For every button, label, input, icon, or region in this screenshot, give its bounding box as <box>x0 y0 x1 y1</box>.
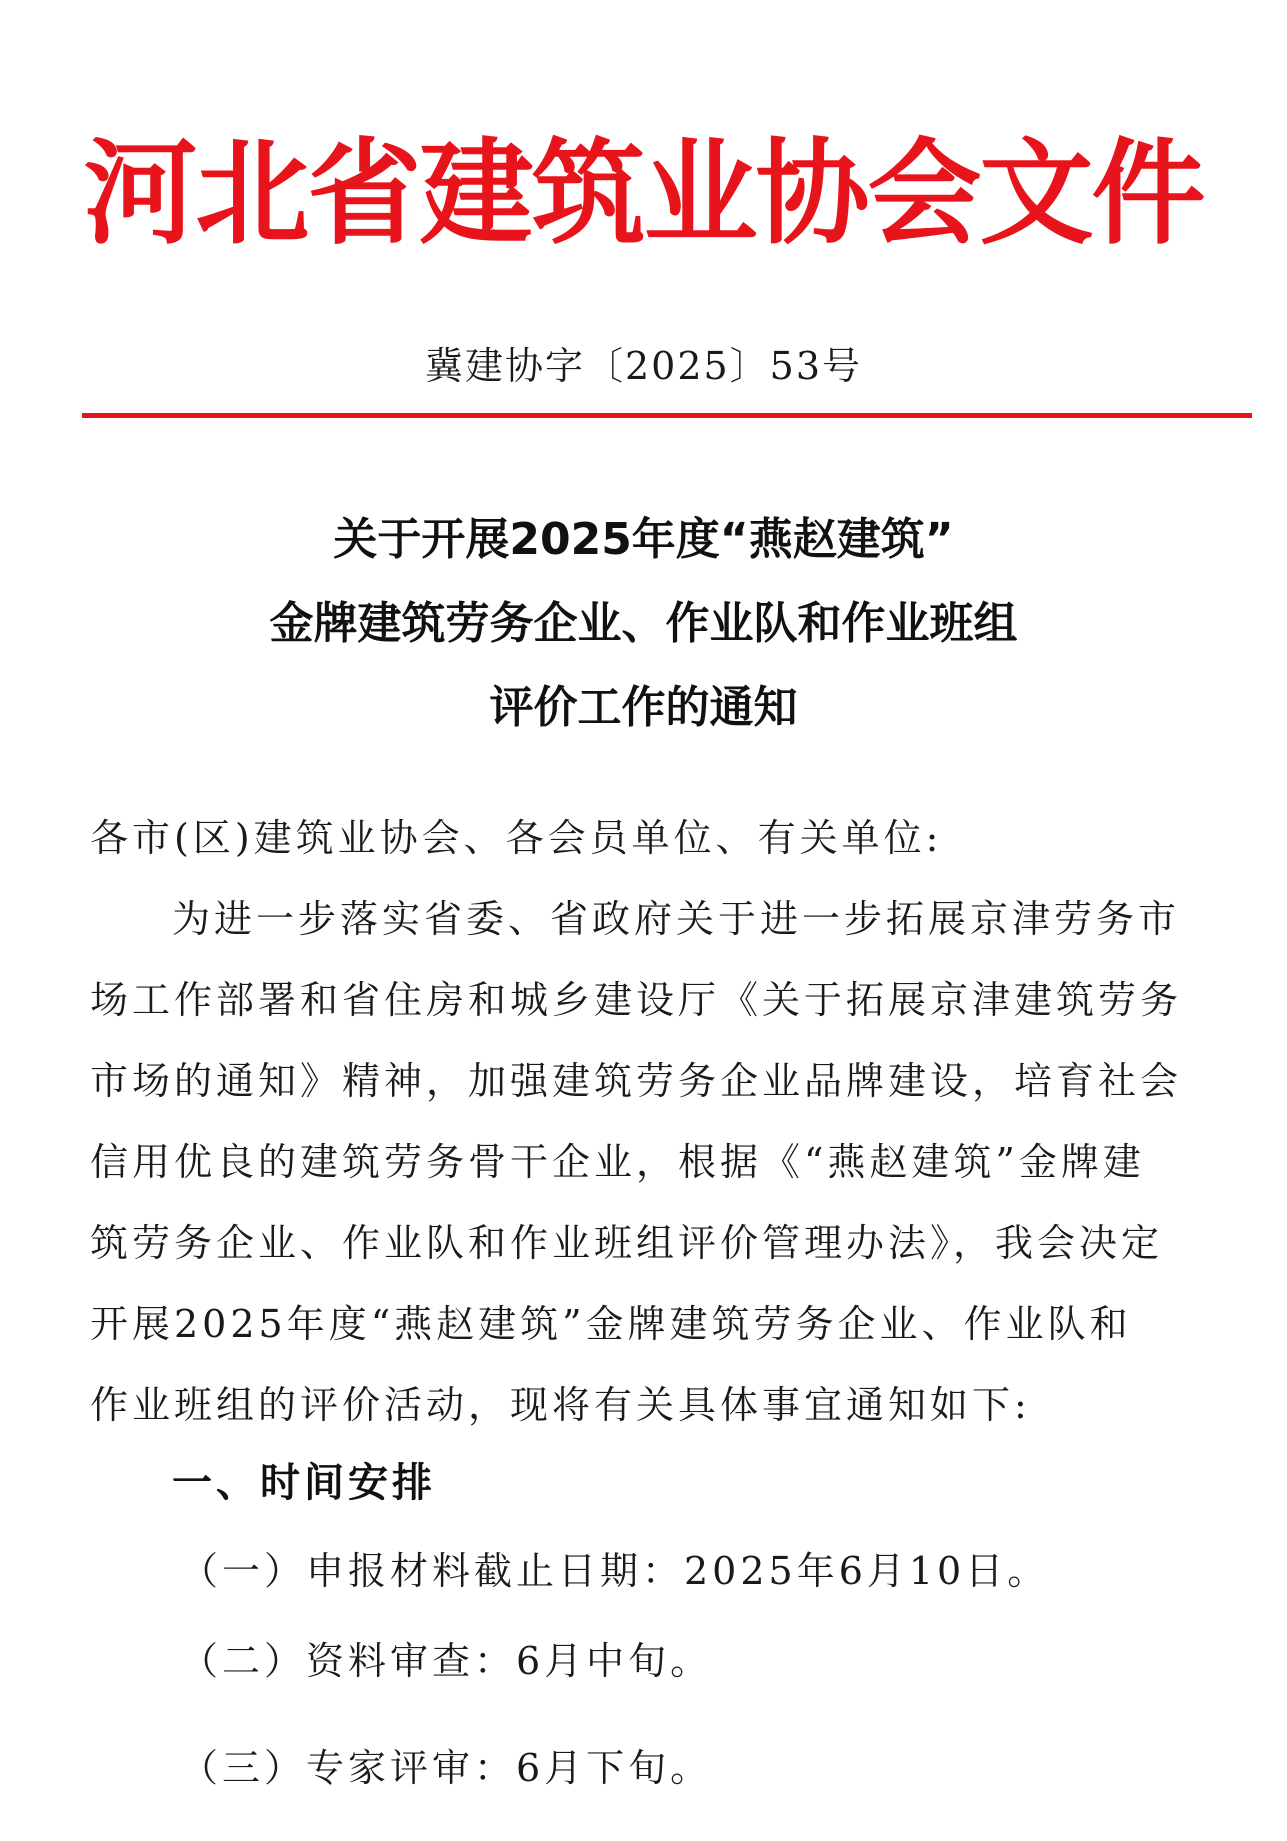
document-number: 冀建协字〔2025〕53号 <box>424 344 863 388</box>
body-line: 作业班组的评价活动，现将有关具体事宜通知如下: <box>90 1383 1031 1427</box>
notice-title-line-1: 关于开展2025年度“燕赵建筑” <box>333 514 954 565</box>
body-line: 开展2025年度“燕赵建筑”金牌建筑劳务企业、作业队和 <box>90 1302 1132 1346</box>
salutation: 各市(区)建筑业协会、各会员单位、有关单位: <box>90 816 943 860</box>
body-line: 筑劳务企业、作业队和作业班组评价管理办法》，我会决定 <box>90 1221 1164 1265</box>
body-line: 场工作部署和省住房和城乡建设厅《关于拓展京津建筑劳务 <box>90 978 1183 1022</box>
schedule-item: （一）申报材料截止日期：2025年6月10日。 <box>180 1549 1050 1593</box>
schedule-item: （三）专家评审：6月下旬。 <box>180 1746 713 1790</box>
schedule-item: （二）资料审查：6月中旬。 <box>180 1639 713 1683</box>
section-heading-time-schedule: 一、时间安排 <box>172 1460 436 1506</box>
notice-title-line-3: 评价工作的通知 <box>489 682 798 733</box>
document-masthead: 河北省建筑业协会文件 <box>83 126 1204 260</box>
body-line: 市场的通知》精神，加强建筑劳务企业品牌建设，培育社会 <box>90 1059 1183 1103</box>
notice-title-line-2: 金牌建筑劳务企业、作业队和作业班组 <box>269 598 1018 649</box>
body-line: 为进一步落实省委、省政府关于进一步拓展京津劳务市 <box>172 897 1181 941</box>
red-divider-line <box>82 413 1252 418</box>
body-line: 信用优良的建筑劳务骨干企业，根据《“燕赵建筑”金牌建 <box>90 1140 1145 1184</box>
